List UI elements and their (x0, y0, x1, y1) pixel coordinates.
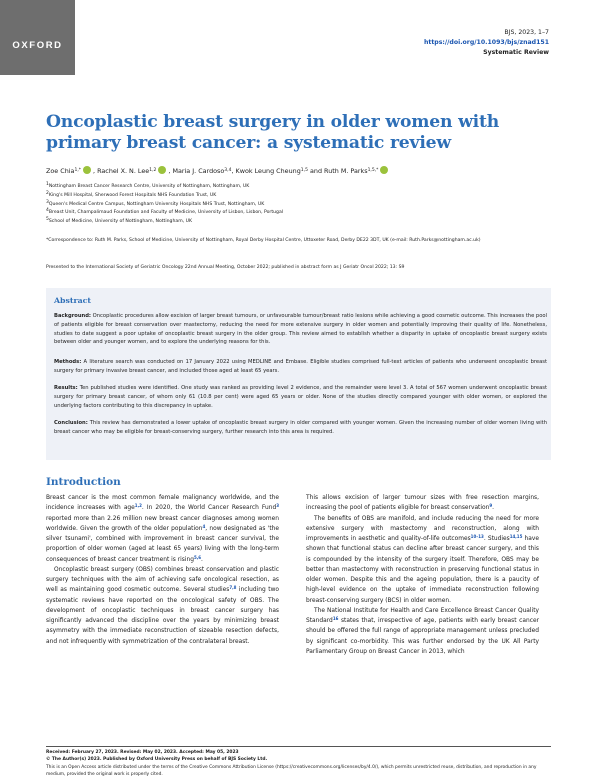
introduction-heading: Introduction (46, 476, 121, 488)
citation-ref[interactable]: 7,8 (229, 585, 237, 591)
paragraph: The benefits of OBS are manifold, and include reducing the need for more extensive surgery with mastectomy and reconstruction, along with improvements in aesthetic and quality-of-life outcomes$^{10-13}$. Studies$^{14,15}$ have shown that functional status can decline after breast cancer surgery, and this is compounded by the intensity of the surgery itself. Therefore, OBS may be better than mastectomy with reconstruction in preserving functional status in older women. Despite this and the ageing population, there is a paucity of high-level evidence on the uptake of immediate reconstruction following breast-conserving surgery (BCS) in older women. (306, 515, 539, 604)
license-text: This is an Open Access article distributed under the terms of the Creative Commons Attribution License (https://creativecommons.org/licenses/by/4.0/), which permits unrestricted reuse, distribution, and reproduction in any medium, provided the original work is properly cited. (46, 764, 537, 778)
page-footer (46, 749, 551, 779)
affiliation-item: $^5$School of Medicine, University of Nottingham, Nottingham, UK (46, 217, 192, 225)
affiliation-item: $^1$Nottingham Breast Cancer Research Centre, University of Nottingham, Nottingham, UK (46, 182, 250, 189)
abstract-background: Background: Oncoplastic procedures allow excision of larger breast tumours, or unfavourable tumour/breast ratio lesions while achieving a good cosmetic outcome. This increases the pool of patients eligible for breast conservation over mastectomy, reducing the need for more extensive surgery in older women and potentially improving their quality of life. Nonetheless, studies to date suggest a poor uptake of oncoplastic breast surgery in the older group. This review aimed to establish whether a disparity in uptake of oncoplastic breast surgery exists between older and younger women, and to explore the underlying reasons for this. (54, 313, 547, 346)
abstract-box (46, 288, 551, 460)
abstract-heading: Abstract (54, 296, 92, 305)
orcid-icon[interactable] (380, 166, 388, 174)
paragraph: Breast cancer is the most common female malignancy worldwide, and the incidence increases with age$^{1,2}$. In 2020, the World Cancer Research Fund$^3$ reported more than 2.26 million new breast cancer diagnoses among women worldwide. Given the growth of the older population$^4$, now designated as 'the silver tsunami', combined with improvement in breast cancer survival, the proportion of older women (aged at least 65 years) living with the long-term consequences of breast cancer treatment is rising$^{5,6}$. (46, 495, 279, 563)
publisher-logo (0, 0, 75, 75)
article-type: Systematic Review (483, 49, 549, 56)
orcid-icon[interactable] (83, 166, 91, 174)
citation-ref[interactable]: 3 (276, 503, 279, 509)
presentation-note: Presented to the International Society of Geriatric Oncology 22nd Annual Meeting, October 2022; published in abstract form as J Geriatr Oncol 2022; 13: S9 (46, 265, 405, 270)
article-title: Oncoplastic breast surgery in older women with primary breast cancer: a systematic review (46, 112, 500, 153)
journal-header (424, 28, 549, 58)
paragraph: This allows excision of larger tumour sizes with free resection margins, increasing the pool of patients eligible for breast conservation$^9$. (306, 495, 539, 512)
author-name[interactable]: Zoe Chia (46, 167, 75, 175)
author-list: Zoe Chia$^{1,*}$ , Rachel X. N. Lee$^{1,2}$ , Maria J. Cardoso$^{3,4}$, Kwok Leung Cheung$^{1,5}$ and Ruth M. Parks$^{1,5,*}$ (46, 166, 556, 176)
author-name[interactable]: Kwok Leung Cheung (235, 167, 301, 175)
citation-ref[interactable]: 5,6 (193, 554, 202, 560)
author-affil-sup: 1,* (74, 168, 82, 173)
citation-ref[interactable]: 4 (202, 523, 206, 529)
correspondence-note: *Correspondence to: Ruth M. Parks, School of Medicine, University of Nottingham, Royal Derby Hospital Centre, Uttoxeter Road, Derby DE22 3DT, UK (e-mail: Ruth.Parks@nottingham.ac.uk) (46, 238, 481, 243)
affiliation-item: $^3$Queen's Medical Centre Campus, Nottingham University Hospitals NHS Trust, Nottingham, UK (46, 199, 265, 207)
affiliation-item: $^2$King's Mill Hospital, Sherwood Forest Hospitals NHS Foundation Trust, UK (46, 190, 217, 198)
abstract-results: Results: Ten published studies were identified. One study was ranked as providing level 2 evidence, and the remainder were level 3. A total of 567 women underwent oncoplastic breast surgery for primary breast cancer, of whom only 61 (10.8 per cent) were aged 65 years or older. None of the studies directly compared younger with older women, or explored the underlying factors contributing to this discrepancy in uptake. (54, 385, 547, 409)
footer-divider (46, 746, 551, 747)
author-affil-sup: 1,5 (300, 168, 308, 173)
citation-ref[interactable]: 14,15 (509, 534, 523, 539)
received-dates: Received: February 27, 2023. Revised: May 02, 2023. Accepted: May 05, 2023 (46, 750, 239, 755)
body-column-right (306, 493, 539, 657)
citation-ref[interactable]: 10–13 (470, 534, 484, 539)
affiliations (46, 183, 556, 227)
author-affil-sup: 1,5,* (367, 168, 379, 173)
journal-citation: BJS, 2023, 1–7 (504, 29, 549, 36)
doi-link[interactable]: https://doi.org/10.1093/bjs/znad151 (423, 39, 549, 46)
author-affil-sup: 3,4 (224, 168, 232, 173)
orcid-icon[interactable] (158, 166, 166, 174)
paragraph: The National Institute for Health and Care Excellence Breast Cancer Quality Standard$^{16}$ states that, irrespective of age, patients with early breast cancer should be offered the full range of appropriate management unless precluded by significant co-morbidity. This was further endorsed by the UK All Party Parliamentary Group on Breast Cancer in 2013, which (306, 607, 539, 655)
abstract-conclusion: Conclusion: This review has demonstrated a lower uptake of oncoplastic breast surgery in older compared with younger women. Given the increasing number of older women living with breast cancer who may be eligible for breast-conserving surgery, further research into this area is required. (54, 420, 547, 435)
author-name[interactable]: and Ruth M. Parks (310, 167, 368, 175)
body-column-left (46, 493, 279, 647)
citation-ref[interactable]: 9 (489, 503, 493, 509)
affiliation-item: $^4$Breast Unit, Champalimaud Foundation and Faculty of Medicine, University of Lisbon, Lisbon, Portugal (46, 208, 284, 216)
citation-ref[interactable]: 16 (332, 616, 339, 621)
author-name[interactable]: Rachel X. N. Lee (97, 167, 150, 175)
paragraph: Oncoplastic breast surgery (OBS) combines breast conservation and plastic surgery techniques with the aim of achieving safe oncological resection, as well as maintaining good cosmetic outcome. Several studies$^{7,8}$ including two systematic reviews have reported on the oncological safety of OBS. The development of oncoplastic techniques in breast cancer surgery has significantly advanced the discipline over the years by minimizing breast asymmetry with the immediate reconstruction of sizeable resection defects, and not infrequently with symmetrization of the contralateral breast. (46, 566, 279, 645)
citation-ref[interactable]: 1,2 (134, 503, 142, 509)
copyright-line: © The Author(s) 2023. Published by Oxford University Press on behalf of BJS Society Ltd. (46, 757, 268, 763)
author-affil-sup: 1,2 (149, 168, 157, 173)
publisher-logo-text: OXFORD (12, 40, 63, 51)
author-name[interactable]: Maria J. Cardoso (172, 167, 225, 175)
abstract-methods: Methods: A literature search was conducted on 17 January 2022 using MEDLINE and Embase. Eligible studies comprised full-text articles of patients who underwent oncoplastic breast surgery for primary invasive breast cancer, and included those aged at least 65 years. (54, 359, 547, 374)
